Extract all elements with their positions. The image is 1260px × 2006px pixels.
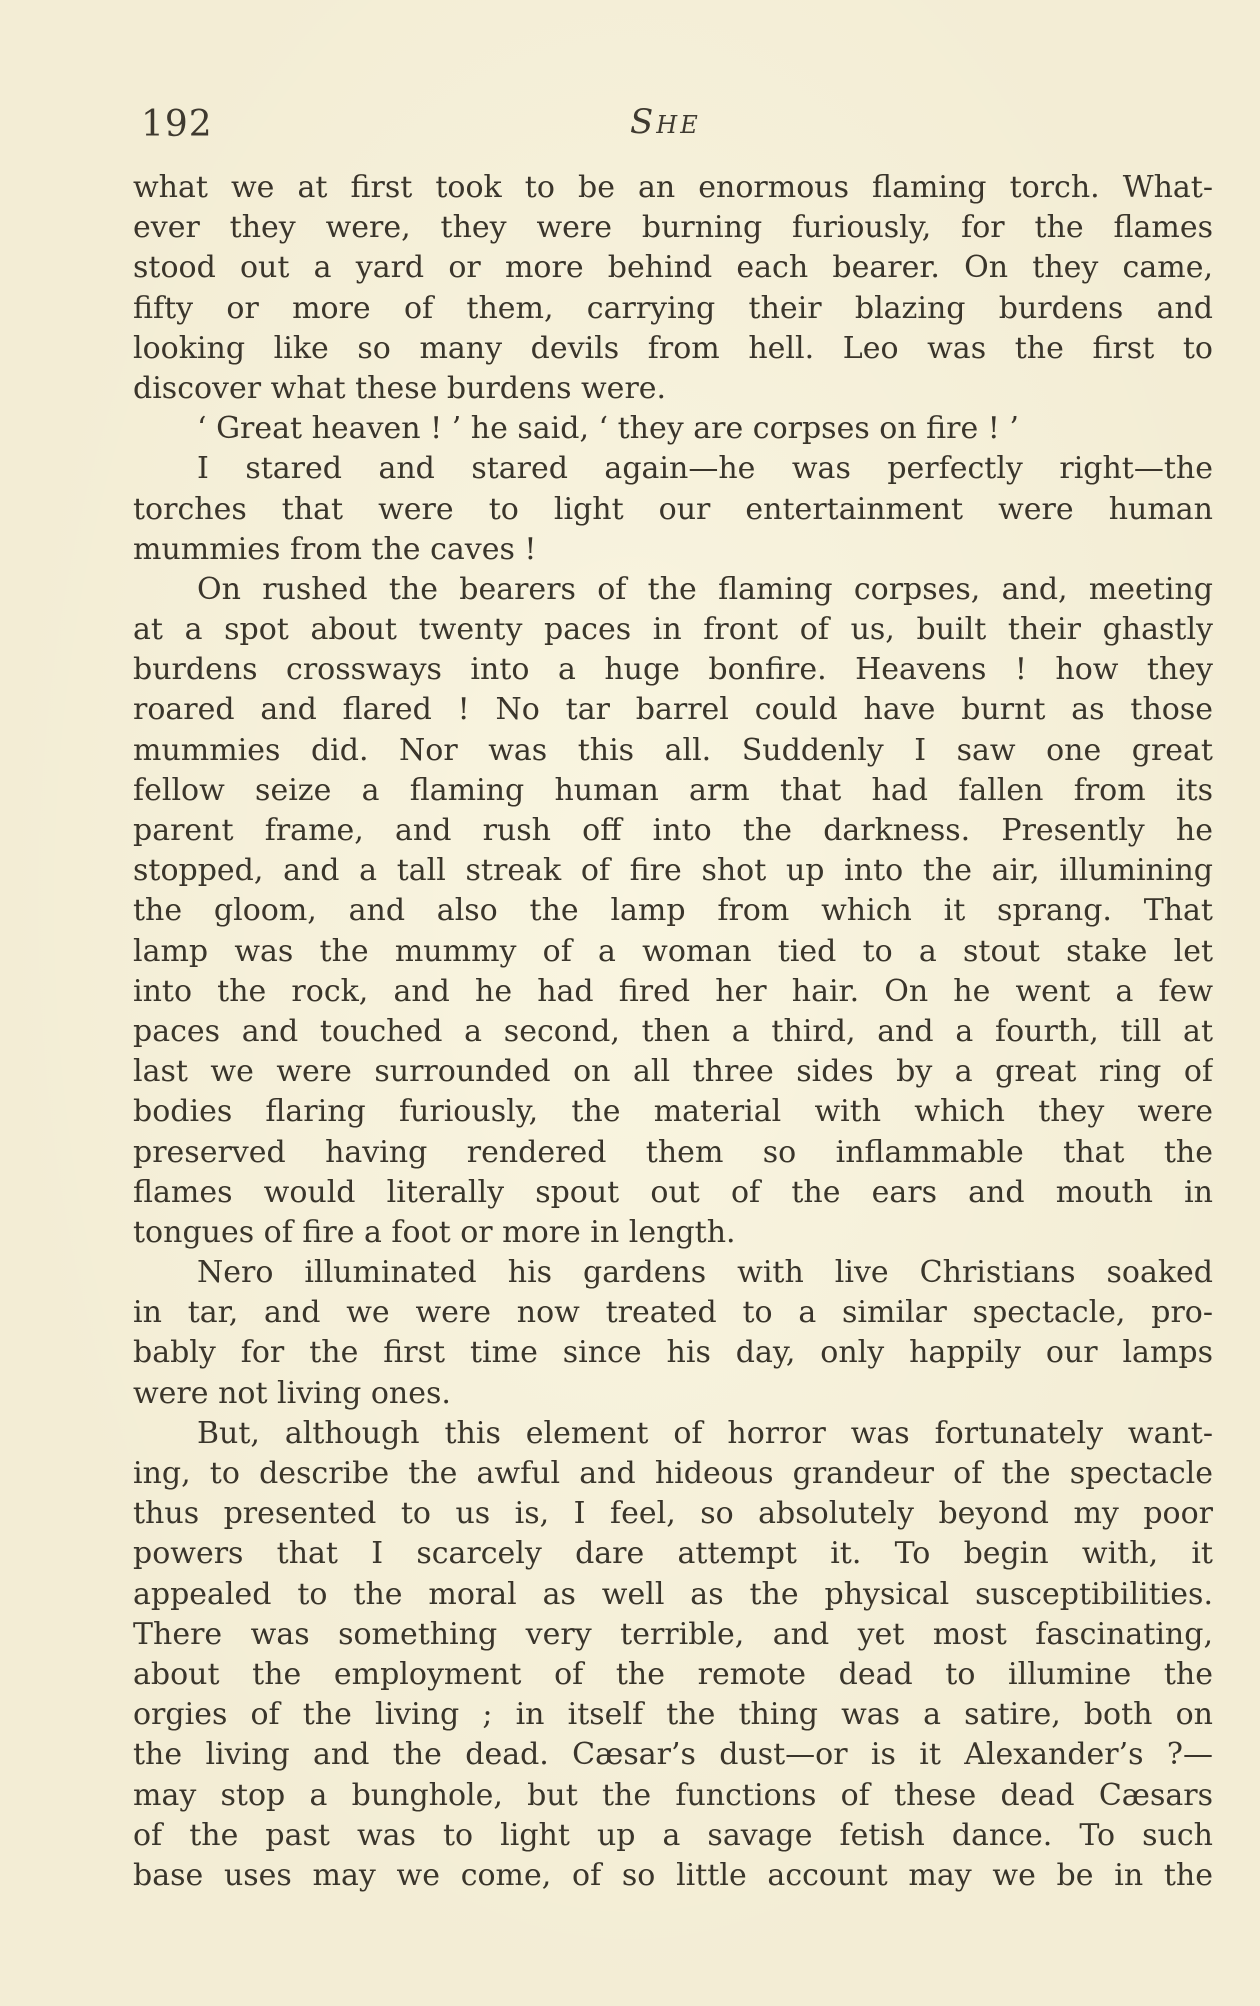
text-line: last we were surrounded on all three sides by a great ring of bbox=[133, 1054, 1213, 1090]
book-title: She bbox=[630, 102, 701, 142]
text-line: the living and the dead. Cæsar’s dust—or is it Alexander’s ?— bbox=[133, 1737, 1213, 1773]
text-line: stopped, and a tall streak of fire shot up into the air, illumining bbox=[133, 853, 1213, 889]
running-head bbox=[133, 98, 1213, 148]
page-number: 192 bbox=[141, 104, 213, 145]
text-line: There was something very terrible, and yet most fascinating, bbox=[133, 1616, 1213, 1652]
text-line: stood out a yard or more behind each bearer. On they came, bbox=[133, 250, 1213, 286]
text-line: parent frame, and rush off into the darkness. Presently he bbox=[133, 813, 1213, 848]
text-line: looking like so many devils from hell. Leo was the first to bbox=[133, 330, 1213, 366]
text-line: bably for the first time since his day, only happily our lamps bbox=[133, 1335, 1213, 1371]
text-line: fellow seize a flaming human arm that had fallen from its bbox=[133, 772, 1213, 808]
text-line: lamp was the mummy of a woman tied to a stout stake let bbox=[133, 933, 1213, 969]
text-line: powers that I scarcely dare attempt it. To begin with, it bbox=[133, 1536, 1213, 1572]
text-line: ing, to describe the awful and hideous grandeur of the spectacle bbox=[133, 1456, 1213, 1491]
text-line: mummies from the caves ! bbox=[133, 531, 537, 567]
text-line: about the employment of the remote dead to illumine the bbox=[133, 1656, 1213, 1692]
text-line: On rushed the bearers of the flaming corpses, and, meeting bbox=[197, 571, 1213, 607]
text-line: were not living ones. bbox=[133, 1375, 451, 1411]
text-line: orgies of the living ; in itself the thing was a satire, both on bbox=[133, 1697, 1213, 1733]
text-line: flames would literally spout out of the ears and mouth in bbox=[133, 1174, 1213, 1210]
text-line: the gloom, and also the lamp from which it sprang. That bbox=[133, 893, 1213, 929]
text-line: of the past was to light up a savage fetish dance. To such bbox=[133, 1817, 1213, 1853]
text-line: I stared and stared again—he was perfectly right—the bbox=[197, 451, 1213, 487]
text-line: roared and flared ! No tar barrel could have burnt as those bbox=[133, 692, 1213, 728]
text-line: bodies flaring furiously, the material with which they were bbox=[133, 1094, 1213, 1130]
text-line: what we at first took to be an enormous flaming torch. What- bbox=[133, 170, 1213, 205]
body-text bbox=[133, 168, 1213, 1896]
text-line: preserved having rendered them so inflammable that the bbox=[133, 1134, 1213, 1170]
text-line: burdens crossways into a huge bonfire. Heavens ! how they bbox=[133, 652, 1213, 688]
text-line: fifty or more of them, carrying their blazing burdens and bbox=[133, 290, 1213, 326]
text-line: appealed to the moral as well as the physical susceptibilities. bbox=[133, 1576, 1213, 1612]
text-line: may stop a bunghole, but the functions of these dead Cæsars bbox=[133, 1777, 1213, 1813]
text-line: paces and touched a second, then a third, and a fourth, till at bbox=[133, 1013, 1213, 1049]
text-line: in tar, and we were now treated to a similar spectacle, pro- bbox=[133, 1295, 1213, 1331]
text-line: Nero illuminated his gardens with live Christians soaked bbox=[197, 1255, 1213, 1291]
text-line: discover what these burdens were. bbox=[133, 370, 667, 406]
text-line: mummies did. Nor was this all. Suddenly I saw one great bbox=[133, 732, 1213, 768]
text-line: ever they were, they were burning furiously, for the flames bbox=[133, 210, 1213, 246]
text-line: into the rock, and he had fired her hair. On he went a few bbox=[133, 973, 1213, 1009]
text-line: base uses may we come, of so little account may we be in the bbox=[133, 1857, 1213, 1893]
text-line: at a spot about twenty paces in front of us, built their ghastly bbox=[133, 612, 1213, 648]
text-line: thus presented to us is, I feel, so absolutely beyond my poor bbox=[133, 1496, 1213, 1532]
text-line: But, although this element of horror was fortunately want- bbox=[197, 1415, 1213, 1451]
text-line: tongues of fire a foot or more in length. bbox=[133, 1214, 736, 1250]
text-line: torches that were to light our entertainment were human bbox=[133, 491, 1213, 527]
text-line: ‘ Great heaven ! ’ he said, ‘ they are corpses on fire ! ’ bbox=[197, 411, 1019, 447]
